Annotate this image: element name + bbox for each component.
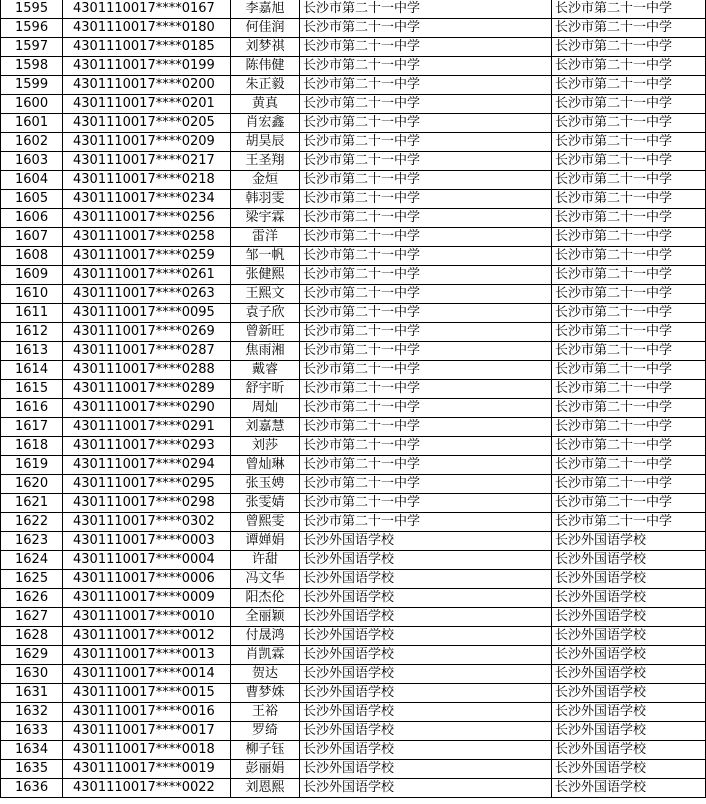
registration-id-cell: 4301110017****0209 <box>63 133 231 152</box>
school-cell: 长沙外国语学校 <box>300 532 552 551</box>
student-name-cell: 黄真 <box>231 95 300 114</box>
serial-number-cell: 1603 <box>1 152 63 171</box>
serial-number-cell: 1620 <box>1 475 63 494</box>
serial-number-cell: 1617 <box>1 418 63 437</box>
registration-id-cell: 4301110017****0234 <box>63 190 231 209</box>
registration-id-cell: 4301110017****0019 <box>63 760 231 779</box>
school-cell: 长沙市第二十一中学 <box>300 494 552 513</box>
serial-number-cell: 1602 <box>1 133 63 152</box>
serial-number-cell: 1606 <box>1 209 63 228</box>
table-row <box>1 779 706 798</box>
registration-id-cell: 4301110017****0289 <box>63 380 231 399</box>
registration-id-cell: 4301110017****0018 <box>63 741 231 760</box>
serial-number-cell: 1609 <box>1 266 63 285</box>
registration-id-cell: 4301110017****0200 <box>63 76 231 95</box>
table-row <box>1 513 706 532</box>
school-repeat-cell: 长沙外国语学校 <box>552 551 706 570</box>
student-name-cell: 罗绮 <box>231 722 300 741</box>
school-repeat-cell: 长沙市第二十一中学 <box>552 380 706 399</box>
school-repeat-cell: 长沙市第二十一中学 <box>552 342 706 361</box>
student-name-cell: 刘莎 <box>231 437 300 456</box>
registration-id-cell: 4301110017****0295 <box>63 475 231 494</box>
serial-number-cell: 1627 <box>1 608 63 627</box>
school-repeat-cell: 长沙外国语学校 <box>552 608 706 627</box>
school-cell: 长沙外国语学校 <box>300 760 552 779</box>
school-cell: 长沙市第二十一中学 <box>300 323 552 342</box>
school-repeat-cell: 长沙市第二十一中学 <box>552 285 706 304</box>
serial-number-cell: 1632 <box>1 703 63 722</box>
serial-number-cell: 1611 <box>1 304 63 323</box>
school-repeat-cell: 长沙市第二十一中学 <box>552 95 706 114</box>
school-cell: 长沙外国语学校 <box>300 551 552 570</box>
student-name-cell: 戴睿 <box>231 361 300 380</box>
student-name-cell: 张健熙 <box>231 266 300 285</box>
table-row <box>1 266 706 285</box>
student-name-cell: 陈伟健 <box>231 57 300 76</box>
school-cell: 长沙外国语学校 <box>300 741 552 760</box>
school-repeat-cell: 长沙市第二十一中学 <box>552 475 706 494</box>
school-cell: 长沙市第二十一中学 <box>300 437 552 456</box>
table-row <box>1 152 706 171</box>
school-cell: 长沙市第二十一中学 <box>300 380 552 399</box>
school-repeat-cell: 长沙外国语学校 <box>552 532 706 551</box>
registration-id-cell: 4301110017****0095 <box>63 304 231 323</box>
registration-id-cell: 4301110017****0009 <box>63 589 231 608</box>
student-name-cell: 曾灿琳 <box>231 456 300 475</box>
table-row <box>1 171 706 190</box>
registration-id-cell: 4301110017****0291 <box>63 418 231 437</box>
registration-id-cell: 4301110017****0012 <box>63 627 231 646</box>
student-name-cell: 曹梦姝 <box>231 684 300 703</box>
student-name-cell: 贺达 <box>231 665 300 684</box>
table-row <box>1 228 706 247</box>
table-row <box>1 722 706 741</box>
school-cell: 长沙市第二十一中学 <box>300 19 552 38</box>
student-name-cell: 袁子欣 <box>231 304 300 323</box>
school-repeat-cell: 长沙市第二十一中学 <box>552 152 706 171</box>
serial-number-cell: 1623 <box>1 532 63 551</box>
table-row <box>1 95 706 114</box>
serial-number-cell: 1608 <box>1 247 63 266</box>
school-repeat-cell: 长沙外国语学校 <box>552 779 706 798</box>
table-row <box>1 437 706 456</box>
registration-id-cell: 4301110017****0199 <box>63 57 231 76</box>
school-cell: 长沙外国语学校 <box>300 703 552 722</box>
registration-id-cell: 4301110017****0258 <box>63 228 231 247</box>
registration-id-cell: 4301110017****0217 <box>63 152 231 171</box>
school-repeat-cell: 长沙市第二十一中学 <box>552 513 706 532</box>
serial-number-cell: 1597 <box>1 38 63 57</box>
serial-number-cell: 1626 <box>1 589 63 608</box>
registration-id-cell: 4301110017****0205 <box>63 114 231 133</box>
student-name-cell: 许甜 <box>231 551 300 570</box>
school-repeat-cell: 长沙外国语学校 <box>552 589 706 608</box>
table-row <box>1 342 706 361</box>
school-cell: 长沙外国语学校 <box>300 570 552 589</box>
school-cell: 长沙市第二十一中学 <box>300 342 552 361</box>
school-repeat-cell: 长沙市第二十一中学 <box>552 418 706 437</box>
school-cell: 长沙外国语学校 <box>300 779 552 798</box>
school-cell: 长沙市第二十一中学 <box>300 304 552 323</box>
serial-number-cell: 1601 <box>1 114 63 133</box>
table-row <box>1 551 706 570</box>
school-cell: 长沙外国语学校 <box>300 684 552 703</box>
registration-id-cell: 4301110017****0261 <box>63 266 231 285</box>
student-name-cell: 彭丽娟 <box>231 760 300 779</box>
school-cell: 长沙外国语学校 <box>300 589 552 608</box>
table-row <box>1 418 706 437</box>
school-cell: 长沙市第二十一中学 <box>300 190 552 209</box>
serial-number-cell: 1610 <box>1 285 63 304</box>
student-name-cell: 金烜 <box>231 171 300 190</box>
student-name-cell: 柳子钰 <box>231 741 300 760</box>
serial-number-cell: 1622 <box>1 513 63 532</box>
table-row <box>1 19 706 38</box>
school-cell: 长沙市第二十一中学 <box>300 114 552 133</box>
serial-number-cell: 1633 <box>1 722 63 741</box>
student-name-cell: 邹一帆 <box>231 247 300 266</box>
school-cell: 长沙市第二十一中学 <box>300 361 552 380</box>
student-name-cell: 肖宏鑫 <box>231 114 300 133</box>
school-repeat-cell: 长沙市第二十一中学 <box>552 114 706 133</box>
school-repeat-cell: 长沙外国语学校 <box>552 646 706 665</box>
registration-id-cell: 4301110017****0006 <box>63 570 231 589</box>
registration-id-cell: 4301110017****0290 <box>63 399 231 418</box>
serial-number-cell: 1616 <box>1 399 63 418</box>
serial-number-cell: 1596 <box>1 19 63 38</box>
school-cell: 长沙市第二十一中学 <box>300 0 552 19</box>
school-repeat-cell: 长沙市第二十一中学 <box>552 361 706 380</box>
serial-number-cell: 1636 <box>1 779 63 798</box>
table-row <box>1 114 706 133</box>
serial-number-cell: 1619 <box>1 456 63 475</box>
serial-number-cell: 1607 <box>1 228 63 247</box>
table-row <box>1 190 706 209</box>
serial-number-cell: 1600 <box>1 95 63 114</box>
student-name-cell: 张玉娉 <box>231 475 300 494</box>
school-cell: 长沙外国语学校 <box>300 627 552 646</box>
table-row <box>1 285 706 304</box>
serial-number-cell: 1630 <box>1 665 63 684</box>
table-row <box>1 38 706 57</box>
school-cell: 长沙市第二十一中学 <box>300 95 552 114</box>
student-name-cell: 谭婵娟 <box>231 532 300 551</box>
school-repeat-cell: 长沙外国语学校 <box>552 760 706 779</box>
student-name-cell: 胡昊辰 <box>231 133 300 152</box>
table-row <box>1 399 706 418</box>
table-row <box>1 494 706 513</box>
school-repeat-cell: 长沙市第二十一中学 <box>552 57 706 76</box>
school-repeat-cell: 长沙市第二十一中学 <box>552 399 706 418</box>
table-row <box>1 532 706 551</box>
school-cell: 长沙市第二十一中学 <box>300 285 552 304</box>
serial-number-cell: 1618 <box>1 437 63 456</box>
school-cell: 长沙市第二十一中学 <box>300 209 552 228</box>
registration-id-cell: 4301110017****0263 <box>63 285 231 304</box>
table-row <box>1 684 706 703</box>
registration-id-cell: 4301110017****0185 <box>63 38 231 57</box>
registration-id-cell: 4301110017****0256 <box>63 209 231 228</box>
table-row <box>1 475 706 494</box>
student-name-cell: 全丽颖 <box>231 608 300 627</box>
serial-number-cell: 1604 <box>1 171 63 190</box>
student-name-cell: 阳杰伦 <box>231 589 300 608</box>
table-row <box>1 665 706 684</box>
school-repeat-cell: 长沙市第二十一中学 <box>552 76 706 95</box>
school-cell: 长沙市第二十一中学 <box>300 228 552 247</box>
school-repeat-cell: 长沙市第二十一中学 <box>552 437 706 456</box>
student-name-cell: 雷洋 <box>231 228 300 247</box>
table-row <box>1 323 706 342</box>
school-cell: 长沙市第二十一中学 <box>300 76 552 95</box>
student-name-cell: 刘梦祺 <box>231 38 300 57</box>
registration-id-cell: 4301110017****0013 <box>63 646 231 665</box>
registration-id-cell: 4301110017****0259 <box>63 247 231 266</box>
student-name-cell: 王圣翔 <box>231 152 300 171</box>
registration-id-cell: 4301110017****0022 <box>63 779 231 798</box>
school-cell: 长沙市第二十一中学 <box>300 152 552 171</box>
serial-number-cell: 1595 <box>1 0 63 19</box>
table-row <box>1 361 706 380</box>
serial-number-cell: 1634 <box>1 741 63 760</box>
serial-number-cell: 1598 <box>1 57 63 76</box>
serial-number-cell: 1624 <box>1 551 63 570</box>
school-repeat-cell: 长沙市第二十一中学 <box>552 266 706 285</box>
table-row <box>1 570 706 589</box>
student-name-cell: 付晟鸿 <box>231 627 300 646</box>
student-name-cell: 冯文华 <box>231 570 300 589</box>
student-name-cell: 焦雨湘 <box>231 342 300 361</box>
table-row <box>1 608 706 627</box>
registration-id-cell: 4301110017****0003 <box>63 532 231 551</box>
student-name-cell: 梁宇霖 <box>231 209 300 228</box>
serial-number-cell: 1621 <box>1 494 63 513</box>
school-cell: 长沙市第二十一中学 <box>300 399 552 418</box>
table-row <box>1 76 706 95</box>
student-name-cell: 舒宇昕 <box>231 380 300 399</box>
student-name-cell: 曾新旺 <box>231 323 300 342</box>
student-name-cell: 朱正毅 <box>231 76 300 95</box>
school-cell: 长沙市第二十一中学 <box>300 171 552 190</box>
student-name-cell: 李嘉旭 <box>231 0 300 19</box>
school-repeat-cell: 长沙外国语学校 <box>552 722 706 741</box>
student-name-cell: 刘恩熙 <box>231 779 300 798</box>
serial-number-cell: 1631 <box>1 684 63 703</box>
serial-number-cell: 1615 <box>1 380 63 399</box>
school-repeat-cell: 长沙外国语学校 <box>552 684 706 703</box>
school-repeat-cell: 长沙外国语学校 <box>552 570 706 589</box>
registration-id-cell: 4301110017****0010 <box>63 608 231 627</box>
serial-number-cell: 1628 <box>1 627 63 646</box>
registration-id-cell: 4301110017****0016 <box>63 703 231 722</box>
registration-id-cell: 4301110017****0287 <box>63 342 231 361</box>
table-row <box>1 133 706 152</box>
school-cell: 长沙外国语学校 <box>300 646 552 665</box>
school-repeat-cell: 长沙市第二十一中学 <box>552 323 706 342</box>
school-cell: 长沙市第二十一中学 <box>300 57 552 76</box>
school-cell: 长沙外国语学校 <box>300 608 552 627</box>
student-name-cell: 王熙文 <box>231 285 300 304</box>
school-repeat-cell: 长沙市第二十一中学 <box>552 456 706 475</box>
school-cell: 长沙外国语学校 <box>300 722 552 741</box>
school-repeat-cell: 长沙外国语学校 <box>552 703 706 722</box>
serial-number-cell: 1629 <box>1 646 63 665</box>
school-repeat-cell: 长沙外国语学校 <box>552 627 706 646</box>
serial-number-cell: 1613 <box>1 342 63 361</box>
table-row <box>1 0 706 19</box>
registration-id-cell: 4301110017****0218 <box>63 171 231 190</box>
registration-id-cell: 4301110017****0201 <box>63 95 231 114</box>
school-repeat-cell: 长沙市第二十一中学 <box>552 304 706 323</box>
school-repeat-cell: 长沙市第二十一中学 <box>552 247 706 266</box>
student-name-cell: 肖凯霖 <box>231 646 300 665</box>
school-cell: 长沙市第二十一中学 <box>300 513 552 532</box>
school-repeat-cell: 长沙市第二十一中学 <box>552 494 706 513</box>
roster-table-body <box>1 0 706 798</box>
registration-id-cell: 4301110017****0298 <box>63 494 231 513</box>
school-repeat-cell: 长沙市第二十一中学 <box>552 209 706 228</box>
school-repeat-cell: 长沙市第二十一中学 <box>552 19 706 38</box>
table-row <box>1 380 706 399</box>
student-name-cell: 张雯婧 <box>231 494 300 513</box>
registration-id-cell: 4301110017****0180 <box>63 19 231 38</box>
table-row <box>1 703 706 722</box>
school-repeat-cell: 长沙市第二十一中学 <box>552 0 706 19</box>
serial-number-cell: 1599 <box>1 76 63 95</box>
registration-id-cell: 4301110017****0014 <box>63 665 231 684</box>
school-cell: 长沙市第二十一中学 <box>300 418 552 437</box>
table-row <box>1 627 706 646</box>
registration-id-cell: 4301110017****0293 <box>63 437 231 456</box>
school-repeat-cell: 长沙市第二十一中学 <box>552 133 706 152</box>
school-repeat-cell: 长沙外国语学校 <box>552 665 706 684</box>
school-repeat-cell: 长沙市第二十一中学 <box>552 228 706 247</box>
registration-id-cell: 4301110017****0269 <box>63 323 231 342</box>
registration-id-cell: 4301110017****0294 <box>63 456 231 475</box>
table-row <box>1 741 706 760</box>
table-row <box>1 209 706 228</box>
serial-number-cell: 1635 <box>1 760 63 779</box>
school-cell: 长沙市第二十一中学 <box>300 266 552 285</box>
serial-number-cell: 1605 <box>1 190 63 209</box>
table-row <box>1 247 706 266</box>
school-cell: 长沙市第二十一中学 <box>300 456 552 475</box>
table-row <box>1 456 706 475</box>
school-cell: 长沙市第二十一中学 <box>300 38 552 57</box>
serial-number-cell: 1612 <box>1 323 63 342</box>
school-repeat-cell: 长沙市第二十一中学 <box>552 190 706 209</box>
student-name-cell: 周灿 <box>231 399 300 418</box>
table-row <box>1 760 706 779</box>
school-repeat-cell: 长沙市第二十一中学 <box>552 171 706 190</box>
registration-id-cell: 4301110017****0015 <box>63 684 231 703</box>
registration-id-cell: 4301110017****0167 <box>63 0 231 19</box>
school-repeat-cell: 长沙外国语学校 <box>552 741 706 760</box>
school-cell: 长沙外国语学校 <box>300 665 552 684</box>
student-name-cell: 刘嘉慧 <box>231 418 300 437</box>
table-row <box>1 589 706 608</box>
student-name-cell: 韩羽雯 <box>231 190 300 209</box>
table-row <box>1 304 706 323</box>
serial-number-cell: 1625 <box>1 570 63 589</box>
registration-id-cell: 4301110017****0288 <box>63 361 231 380</box>
school-cell: 长沙市第二十一中学 <box>300 133 552 152</box>
registration-id-cell: 4301110017****0017 <box>63 722 231 741</box>
student-name-cell: 何佳润 <box>231 19 300 38</box>
school-cell: 长沙市第二十一中学 <box>300 247 552 266</box>
student-name-cell: 王裕 <box>231 703 300 722</box>
registration-id-cell: 4301110017****0302 <box>63 513 231 532</box>
table-row <box>1 57 706 76</box>
serial-number-cell: 1614 <box>1 361 63 380</box>
school-cell: 长沙市第二十一中学 <box>300 475 552 494</box>
registration-id-cell: 4301110017****0004 <box>63 551 231 570</box>
table-row <box>1 646 706 665</box>
student-name-cell: 曾熙雯 <box>231 513 300 532</box>
school-repeat-cell: 长沙市第二十一中学 <box>552 38 706 57</box>
